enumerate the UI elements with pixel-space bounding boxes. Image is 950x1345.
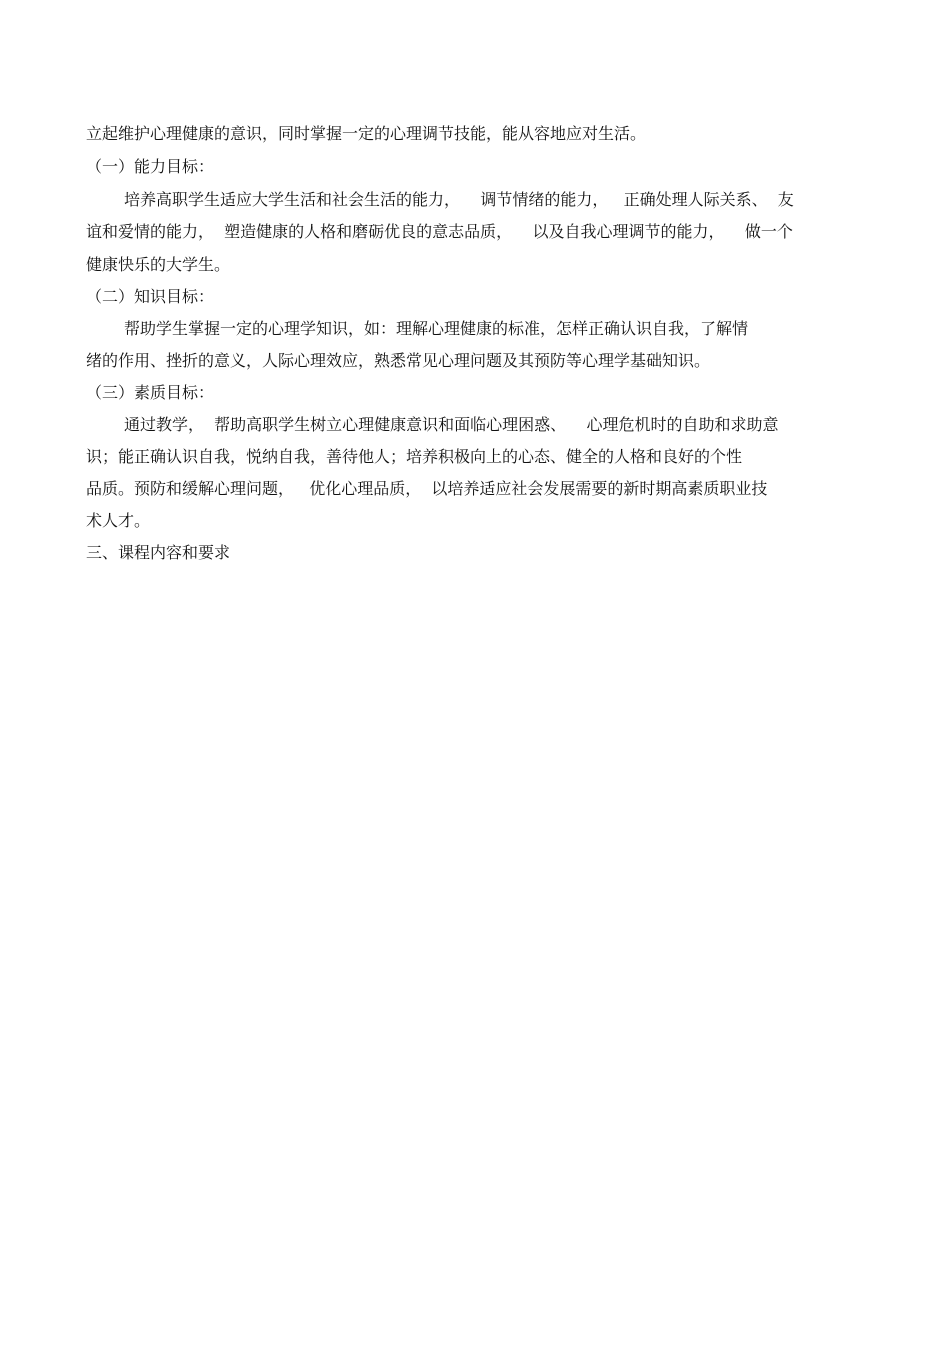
- section-heading-ability: （一）能力目标：: [86, 157, 215, 176]
- paragraph-line: 立起维护心理健康的意识，同时掌握一定的心理调节技能，能从容地应对生活。: [86, 124, 647, 143]
- section-heading-knowledge: （二）知识目标：: [86, 287, 215, 306]
- paragraph-line: 术人才。: [86, 511, 151, 530]
- paragraph-line: 健康快乐的大学生。: [86, 255, 231, 274]
- paragraph-line: 识；能正确认识自我，悦纳自我，善待他人；培养积极向上的心态、健全的人格和良好的个性: [86, 447, 743, 466]
- chapter-heading: 三、课程内容和要求: [86, 543, 231, 562]
- paragraph-line: 品质。预防和缓解心理问题， 优化心理品质， 以培养适应社会发展需要的新时期高素质职业技: [86, 479, 768, 498]
- paragraph-line: 培养高职学生适应大学生活和社会生活的能力， 调节情绪的能力， 正确处理人际关系、 友: [124, 190, 794, 209]
- paragraph-line: 帮助学生掌握一定的心理学知识，如：理解心理健康的标准，怎样正确认识自我，了解情: [124, 319, 749, 338]
- section-heading-quality: （三）素质目标：: [86, 383, 215, 402]
- paragraph-line: 通过教学， 帮助高职学生树立心理健康意识和面临心理困惑、 心理危机时的自助和求助意: [124, 415, 779, 434]
- paragraph-line: 绪的作用、挫折的意义，人际心理效应，熟悉常见心理问题及其预防等心理学基础知识。: [86, 351, 711, 370]
- paragraph-line: 谊和爱情的能力， 塑造健康的人格和磨砺优良的意志品质， 以及自我心理调节的能力， 做一个: [86, 222, 793, 241]
